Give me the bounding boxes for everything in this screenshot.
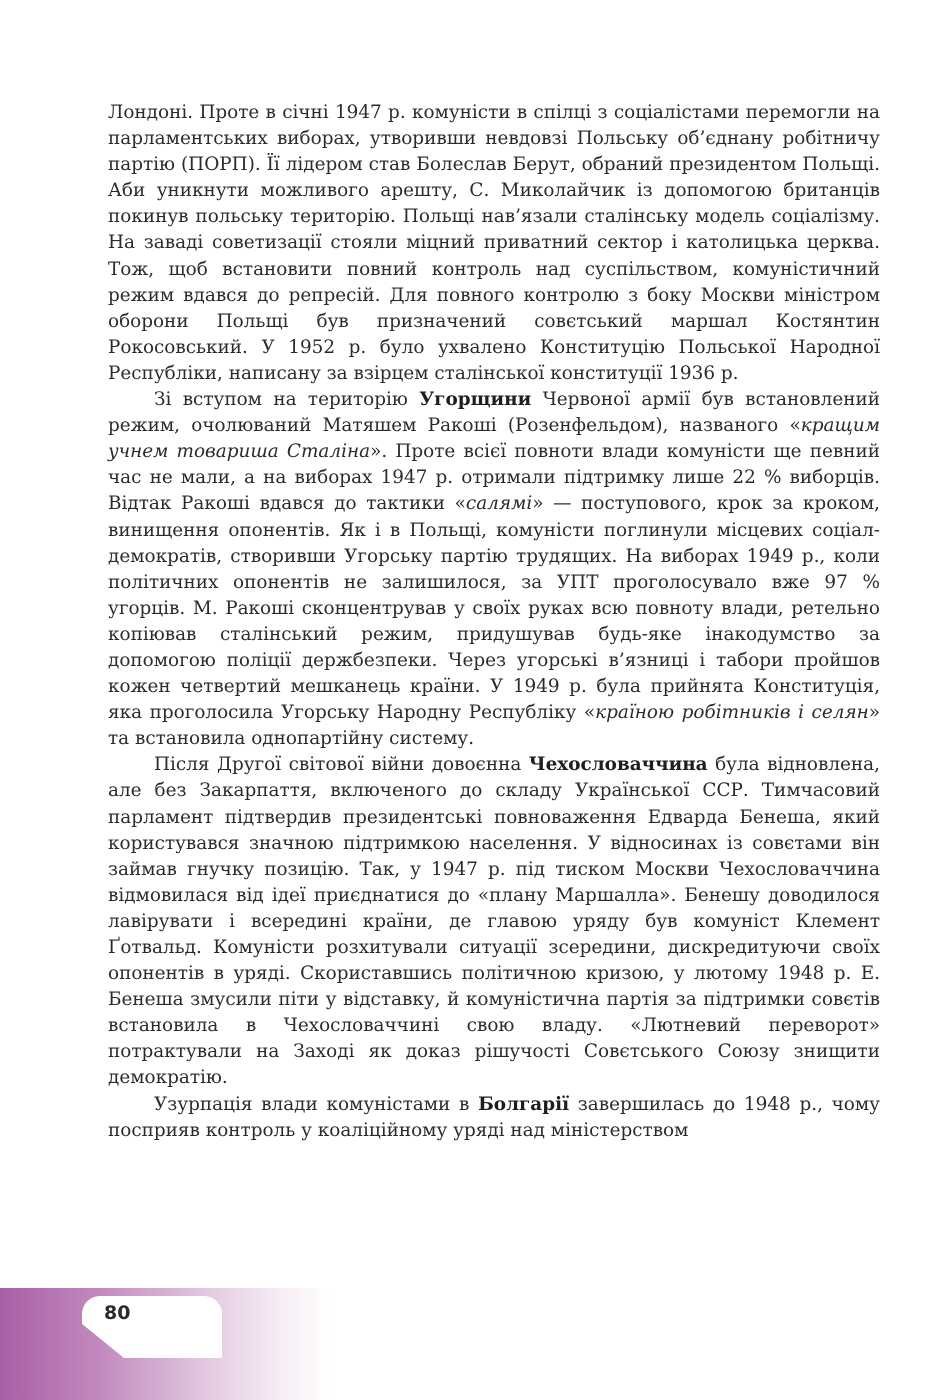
bold-term: Угорщини — [419, 389, 532, 411]
text-run: » та встановила однопартійну систему. — [108, 702, 881, 750]
page-number: 80 — [104, 1302, 131, 1324]
paragraph-bulgaria — [108, 1092, 880, 1144]
text-run: » — поступового, крок за кроком, винищення опонентів. Як і в Польщі, комуністи поглинули місцевих соціал-демократів, створивши Угорську партію трудящих. На виборах 1949 р., коли політичних опонентів не залишилося, за УПТ проголосувало вже 97 % угорців. М. Ракоші сконцентрував у своїх руках всю повноту влади, ретельно копіював сталінський режим, придушував будь-яке інакодумство за допомогою поліції держбезпеки. Через угорські в’язниці і табори пройшов кожен четвертий мешканець країни. У 1949 р. була прийнята Конституція, яка проголосила Угорську Народну Республіку « — [108, 493, 880, 724]
body-text — [108, 100, 880, 1144]
italic-quote: кращим учнем товариша Сталіна — [108, 415, 880, 463]
paragraph-hungary — [108, 387, 880, 752]
paragraph-czechoslovakia — [108, 752, 880, 1091]
text-run: Червоної армії був встановлений режим, очолюваний Матяшем Ракоші (Розенфельдом), названого « — [108, 389, 880, 437]
text-run: Зі вступом на територію — [154, 389, 420, 411]
text-run: Після Другої світової війни довоєнна — [154, 754, 529, 776]
paragraph-poland — [108, 100, 880, 387]
text-run: Лондоні. Проте в січні 1947 р. комуністи в спілці з соціалістами перемогли на парламентських виборах, утворивши невдовзі Польську об’єднану робітничу партію (ПОРП). Її лідером став Болеслав Берут, обраний президентом Польщі. Аби уникнути можливого арешту, С. Миколайчик із допомогою британців покинув польську територію. Польщі нав’язали сталінську модель соціалізму. На заваді советизації стояли міцний приватний сектор і католицька церква. Тож, щоб встановити повний контроль над суспільством, комуністичний режим вдався до репресій. Для повного контролю з боку Москви міністром оборони Польщі був призначений совєтський маршал Костянтин Рокосовський. У 1952 р. було ухвалено Конституцію Польської Народної Республіки, написану за взірцем сталінської конституції 1936 р. — [108, 102, 880, 384]
bold-term: Болгарії — [478, 1093, 570, 1115]
bold-term: Чехословаччина — [528, 754, 708, 776]
italic-quote: салямі — [465, 493, 533, 515]
text-run: була відновлена, але без Закарпаття, включеного до складу Української ССР. Тимчасовий парламент підтвердив президентські повноваження Едварда Бенеша, який користувався значною підтримкою населення. У відносинах із совєтами він займав гнучку позицію. Так, у 1947 р. під тиском Москви Чехословаччина відмовилася від ідеї приєднатися до «плану Маршалла». Бенешу доводилося лавірувати і всередині країни, де главою уряду був комуніст Клемент Ґотвальд. Комуністи розхитували ситуації зсередини, дискредитуючи своїх опонентів в уряді. Скориставшись політичною кризою, у лютому 1948 р. Е. Бенеша змусили піти у відставку, й комуністична партія за підтримки совєтів встановила в Чехословаччині свою владу. «Лютневий переворот» потрактували на Заході як доказ рішучості Совєтського Союзу знищити демократію. — [108, 754, 880, 1089]
text-run: завершилась до 1948 р., чому посприяв контроль у коаліційному уряді над міністерством — [108, 1093, 880, 1141]
italic-quote: країною робітників і селян — [595, 702, 869, 724]
text-run: ». Проте всієї повноти влади комуністи ще певний час не мали, а на виборах 1947 р. отримали підтримку лише 22 % виборців. Відтак Ракоші вдався до тактики « — [108, 441, 880, 515]
text-run: Узурпація влади комуністами в — [154, 1093, 479, 1115]
